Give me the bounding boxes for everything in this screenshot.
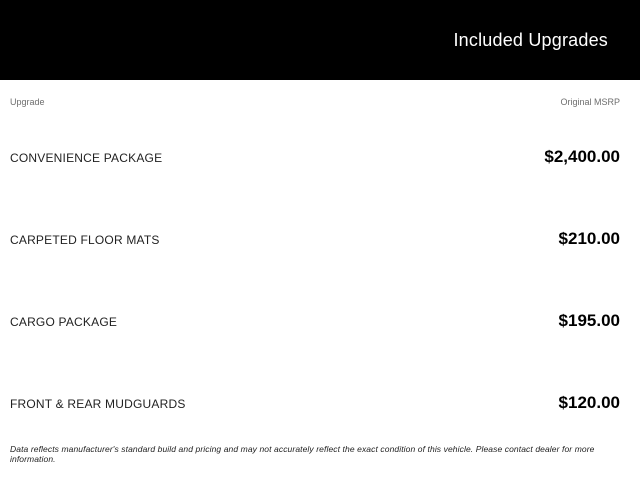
column-header-upgrade: Upgrade <box>10 97 45 107</box>
page-title: Included Upgrades <box>453 29 608 50</box>
table-row <box>10 147 620 167</box>
upgrade-price: $2,400.00 <box>544 147 620 166</box>
upgrades-table <box>10 0 620 480</box>
upgrade-name: CARGO PACKAGE <box>10 315 118 329</box>
upgrade-name: CONVENIENCE PACKAGE <box>10 151 163 165</box>
upgrade-name: FRONT & REAR MUDGUARDS <box>10 397 186 411</box>
table-row <box>10 311 620 331</box>
disclaimer-text: Data reflects manufacturer's standard build and pricing and may not accurately reflect the exact condition of this vehicle. Please contact dealer for more information. <box>10 444 595 464</box>
column-header-original-msrp: Original MSRP <box>560 97 620 107</box>
upgrade-price: $120.00 <box>558 393 620 412</box>
upgrade-name: CARPETED FLOOR MATS <box>10 233 160 247</box>
table-row <box>10 393 620 413</box>
upgrade-price: $195.00 <box>558 311 620 330</box>
upgrade-price: $210.00 <box>558 229 620 248</box>
table-row <box>10 229 620 249</box>
